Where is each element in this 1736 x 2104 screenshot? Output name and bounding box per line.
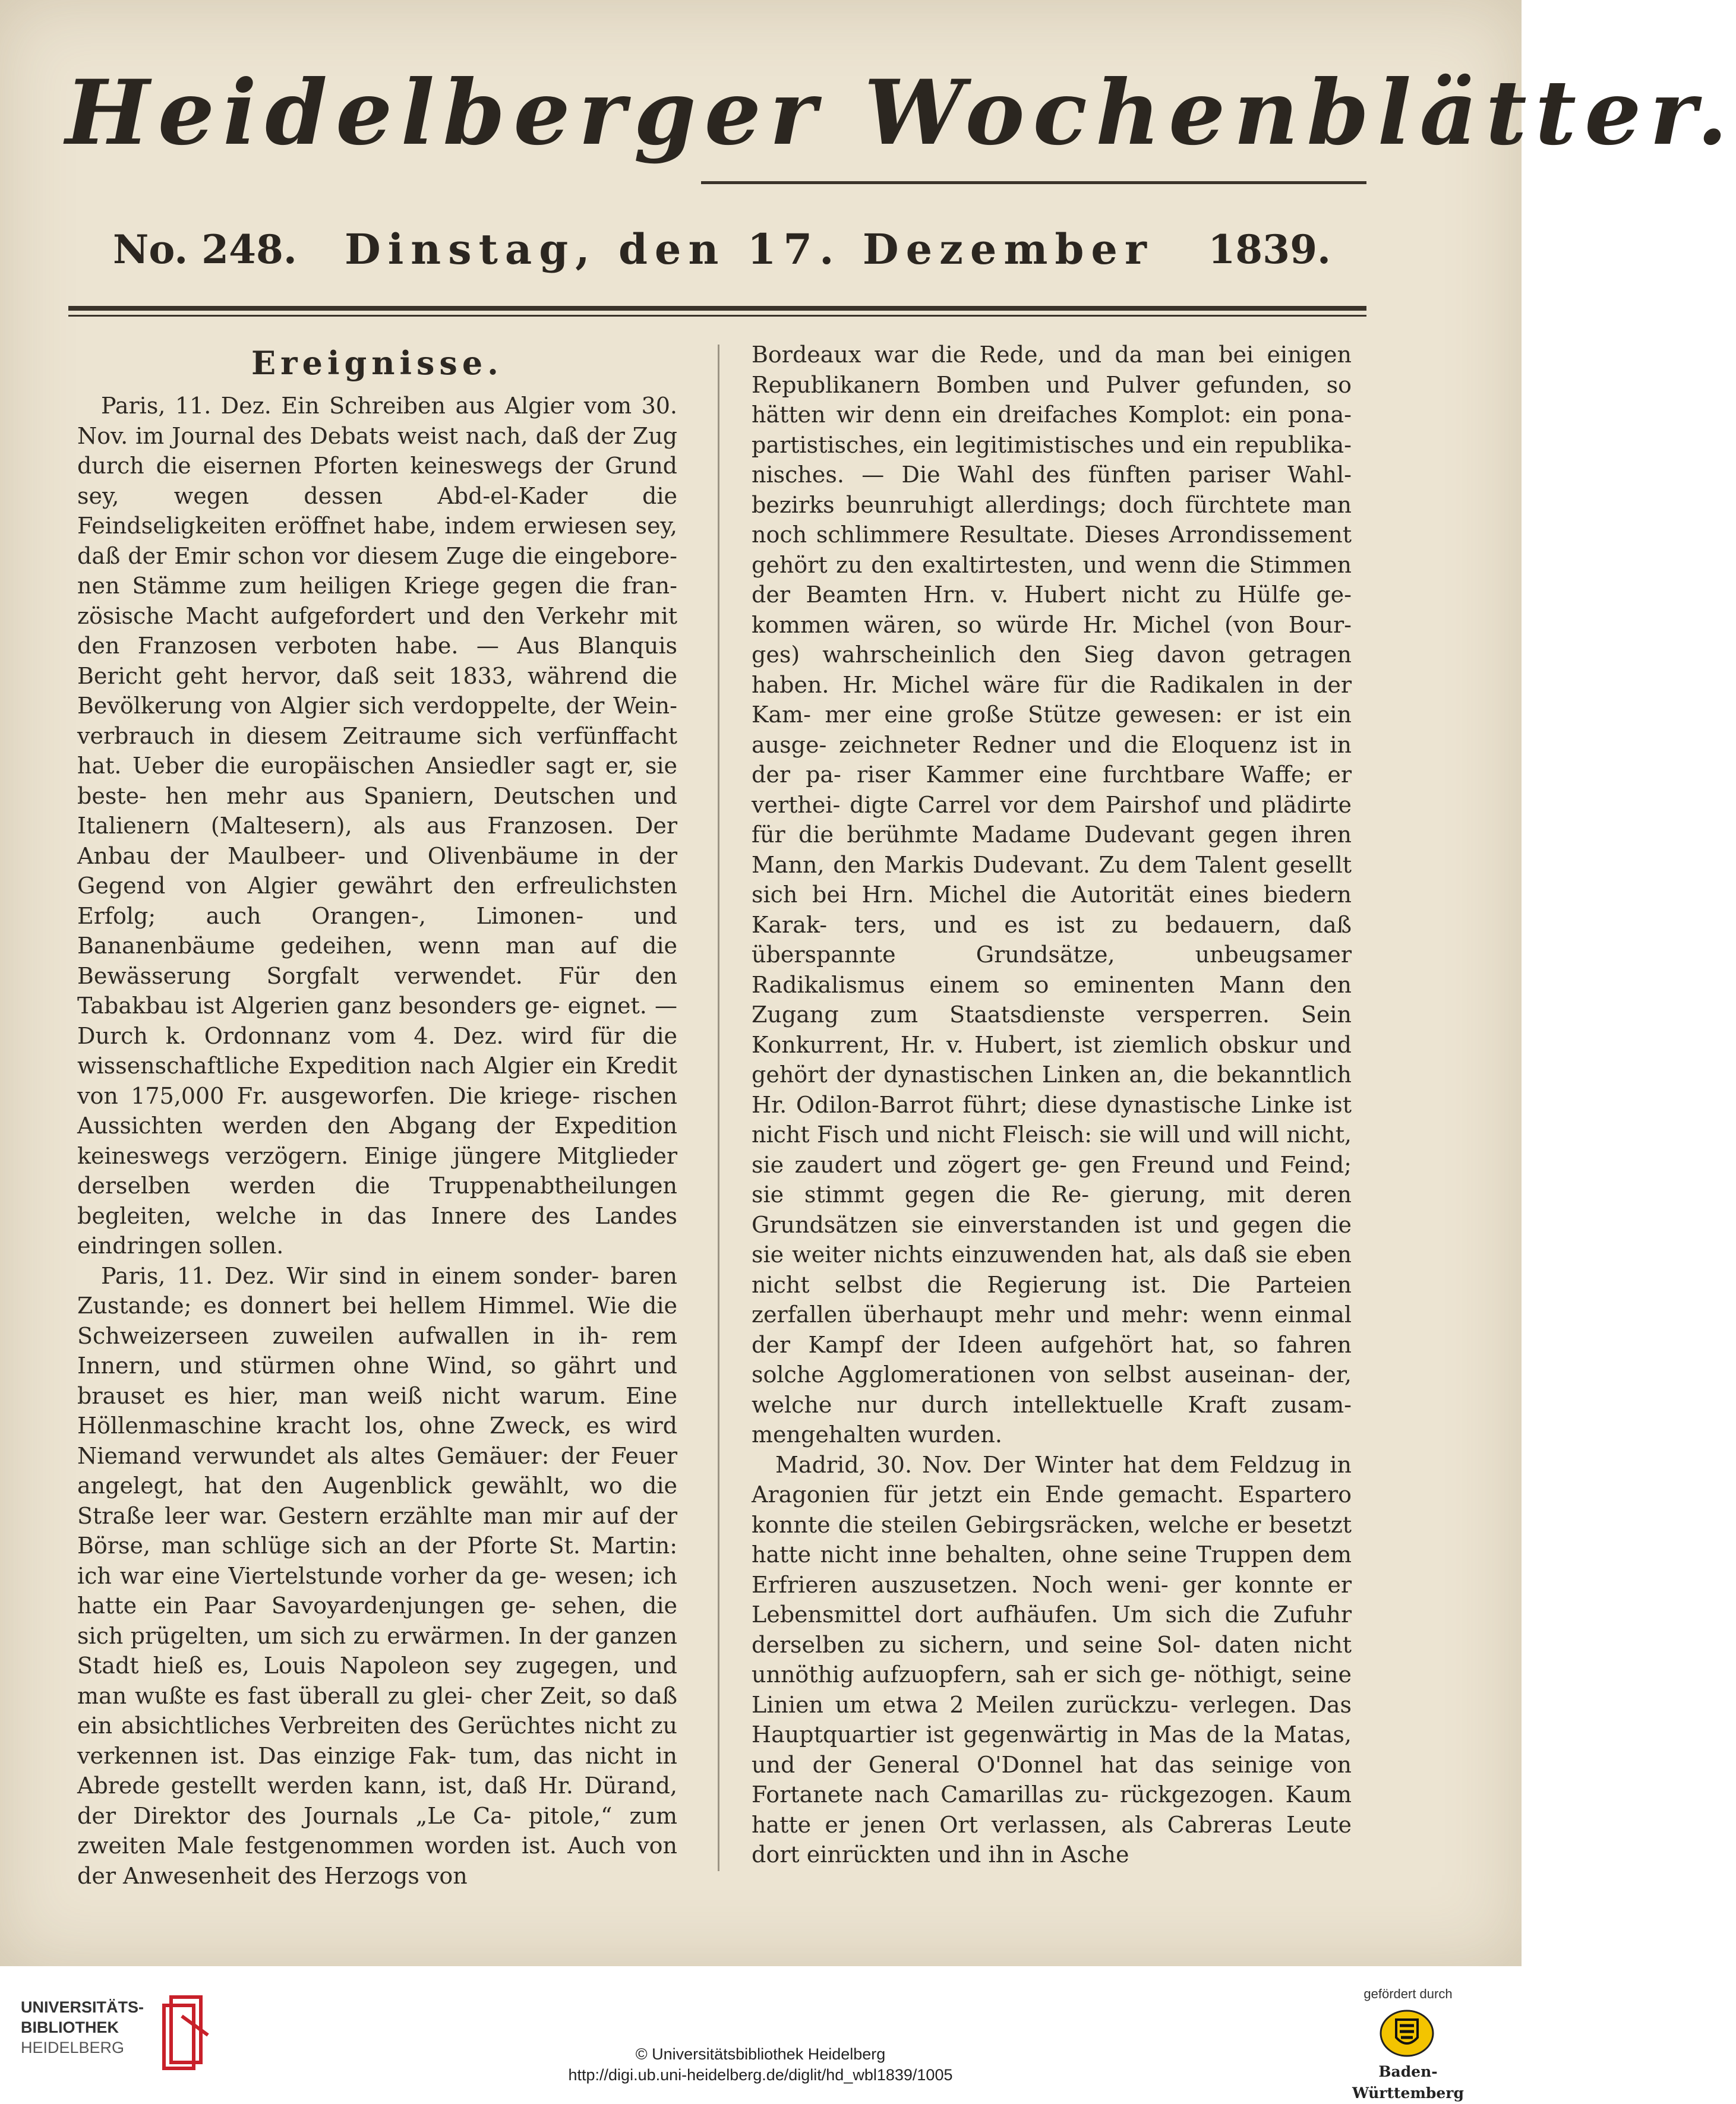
library-line-1: UNIVERSITÄTS- [21, 1998, 144, 2016]
sponsor-name: Baden-Württemberg [1352, 2063, 1464, 2102]
issue-date: Dinstag, den 17. Dezember [345, 225, 1154, 274]
article-paris-2-continued: Bordeaux war die Rede, und da man bei einigen Republikanern Bomben und Pulver gefunden, so hätten wir denn ein dreifaches Komplot: ein pona- partistisches, ein legitimistisches und ein republika- nisches. — Die Wahl des fünften pariser Wahl- bezirks beunruhigt allerdings; doch fürchtete man noch schlimmere Resultate. Dieses Arrondissement gehört zu den exaltirtesten, und wenn die Stimmen der Beamten Hrn. v. Hubert nicht zu Hülfe ge- kommen wären, so würde Hr. Michel (von Bour- ges) wahrscheinlich den Sieg davon getragen haben. Hr. Michel wäre für die Radikalen in der Kam- mer eine große Stütze gewesen: er ist ein ausge- zeichneter Redner und die Eloquenz ist in der pa- riser Kammer eine furchtbare Waffe; er verthei- digte Carrel vor dem Pairshof und plädirte für die berühmte Madame Dudevant gegen ihren Mann, den Markis Dudevant. Zu dem Talent gesellt sich bei Hrn. Michel die Autorität eines biedern Karak- ters, und es ist zu bedauern, daß überspannte Grundsätze, unbeugsamer Radikalismus einem so eminenten Mann den Zugang zum Staatsdienste versperren. Sein Konkurrent, Hr. v. Hubert, ist ziemlich obskur und gehört der dynastischen Linken an, die bekanntlich Hr. Odilon-Barrot führt; diese dynastische Linke ist nicht Fisch und nicht Fleisch: sie will und will nicht, sie zaudert und zögert ge- gen Freund und Feind; sie stimmt gegen die Re- gierung, mit deren Grundsätzen sie einverstanden ist und gegen die sie weiter nichts einzuwenden hat, als daß sie eben nicht selbst die Regierung ist. Die Parteien zerfallen überhaupt mehr und mehr: wenn einmal der Kampf der Ideen aufgehört hat, so fahren solche Agglomerationen von selbst auseinan- der, welche nur durch intellektuelle Kraft zusam- mengehalten wurden. [752, 342, 1352, 1448]
copyright-notice: © Universitätsbibliothek Heidelberg [635, 2045, 886, 2063]
article-paris-2: Paris, 11. Dez. Wir sind in einem sonder- baren Zustande; es donnert bei hellem Himmel. Wie die Schweizerseen zuweilen aufwallen in ih- rem Innern, und stürmen ohne Wind, so gährt und brauset es hier, man weiß nicht warum. Eine Höllenmaschine kracht los, ohne Zweck, es wird Niemand verwundet als altes Gemäuer: der Feuer angelegt, hat den Augenblick gewählt, wo die Straße leer war. Gestern erzählte man mir auf der Börse, man schlüge sich an der Pforte St. Martin: ich war eine Viertelstunde vorher da ge- wesen; ich hatte ein Paar Savoyardenjungen ge- sehen, die sich prügelten, um sich zu erwärmen. In der ganzen Stadt hieß es, Louis Napoleon sey zugegen, und man wußte es fast überall zu glei- cher Zeit, so daß ein absichtliches Verbreiten des Gerüchtes nicht zu verkennen ist. Das einzige Fak- tum, das nicht in Abrede gestellt werden kann, ist, daß Hr. Dürand, der Direktor des Journals „Le Ca- pitole,“ zum zweiten Male festgenommen worden ist. Auch von der Anwesenheit des Herzogs von [77, 1262, 677, 1889]
library-line-2: BIBLIOTHEK [21, 2018, 119, 2036]
sponsor-label: gefördert durch [1363, 1986, 1453, 2001]
title-underline [701, 181, 1366, 184]
coat-of-arms-icon [1378, 2008, 1435, 2059]
issue-number: No. 248. [113, 226, 297, 273]
header-double-rule [68, 306, 1366, 317]
newspaper-title: Heidelberger Wochenblätter. [65, 61, 1736, 165]
left-column [77, 340, 677, 1889]
article-paris-1: Paris, 11. Dez. Ein Schreiben aus Algier vom 30. Nov. im Journal des Debats weist nach, daß der Zug durch die eisernen Pforten keineswegs der Grund sey, wegen dessen Abd-el-Kader die Feindseligkeiten eröffnet habe, indem erwiesen sey, daß der Emir schon vor diesem Zuge die eingebore- nen Stämme zum heiligen Kriege gegen die fran- zösische Macht aufgefordert und den Verkehr mit den Franzosen verboten habe. — Aus Blanquis Bericht geht hervor, daß seit 1833, während die Bevölkerung von Algier sich verdoppelte, der Wein- verbrauch in diesem Zeitraume sich verfünffacht hat. Ueber die europäischen Ansiedler sagt er, sie beste- hen mehr aus Spaniern, Deutschen und Italienern (Maltesern), als aus Franzosen. Der Anbau der Maulbeer- und Olivenbäume in der Gegend von Algier gewährt den erfreulichsten Erfolg; auch Orangen-, Limonen- und Bananenbäume gedeihen, wenn man auf die Bewässerung Sorgfalt verwendet. Für den Tabakbau ist Algerien ganz besonders ge- eignet. — Durch k. Ordonnanz vom 4. Dez. wird für die wissenschaftliche Expedition nach Algier ein Kredit von 175,000 Fr. ausgeworfen. Die kriege- rischen Aussichten werden den Abgang der Expedition keineswegs verzögern. Einige jüngere Mitglieder derselben werden die Truppenabtheilungen begleiten, welche in das Innere des Landes eindringen sollen. [77, 393, 677, 1259]
article-madrid: Madrid, 30. Nov. Der Winter hat dem Feldzug in Aragonien für jetzt ein Ende gemacht. Espartero konnte die steilen Gebirgsräcken, welche er besetzt hatte nicht inne behalten, ohne seine Truppen dem Erfrieren auszusetzen. Noch weni- ger konnte er Lebensmittel dort aufhäufen. Um sich die Zufuhr derselben zu sichern, und seine Sol- daten nicht unnöthig aufzuopfern, sah er sich ge- nöthigt, seine Linien um etwa 2 Meilen zurückzu- verlegen. Das Hauptquartier ist gegenwärtig in Mas de la Matas, und der General O'Donnel hat das seinige von Fortanete nach Camarillas zu- rückgezogen. Kaum hatte er jenen Ort verlassen, als Cabreras Leute dort einrückten und ihn in Asche [752, 1451, 1352, 1868]
footer-bar [0, 1966, 1522, 2102]
issue-dateline [113, 217, 1331, 282]
issue-year: 1839. [1208, 226, 1331, 273]
source-url[interactable]: http://digi.ub.uni-heidelberg.de/diglit/hd_wbl1839/1005 [568, 2066, 953, 2084]
library-logo-icon [153, 1992, 213, 2070]
library-logo-text [21, 1997, 163, 2062]
library-line-3: HEIDELBERG [21, 2039, 125, 2056]
right-column [752, 340, 1352, 1878]
section-title: Ereignisse. [251, 344, 503, 382]
column-divider [718, 345, 719, 1871]
